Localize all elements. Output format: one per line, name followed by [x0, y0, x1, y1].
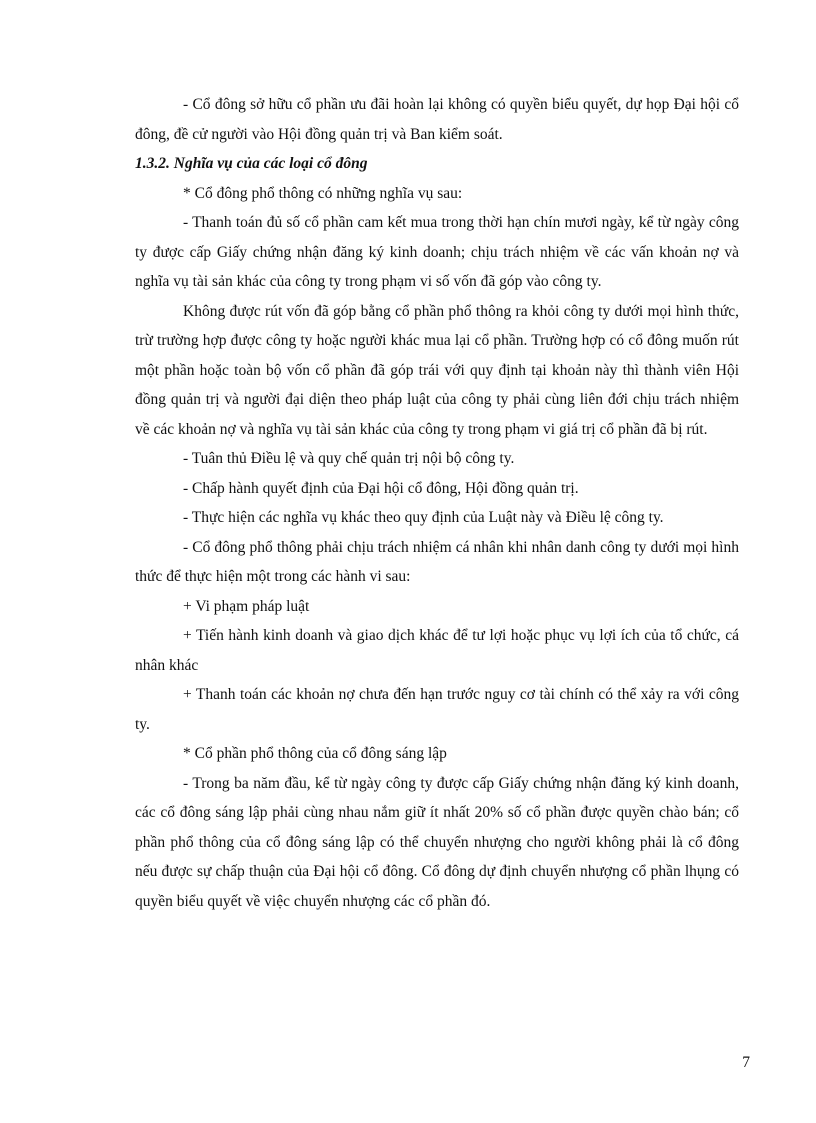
list-item-premature-payment: + Thanh toán các khoản nợ chưa đến hạn trước nguy cơ tài chính có thể xảy ra với công ty. — [135, 686, 739, 733]
paragraph-no-withdrawal: Không được rút vốn đã góp bằng cổ phần phổ thông ra khỏi công ty dưới mọi hình thức, trừ trường hợp được công ty hoặc người khác mua lại cổ phần. Trường hợp có cổ đông muốn rút một phần hoặc toàn bộ vốn cổ phần đã góp trái với quy định tại khoản này thì thành viên Hội đồng quản trị và người đại diện theo pháp luật của công ty phải cùng liên đới chịu trách nhiệm về các khoản nợ và nghĩa vụ tài sản khác của công ty trong phạm vi giá trị cổ phần đã bị rút. — [135, 302, 739, 438]
paragraph-preferred-shares: - Cổ đông sở hữu cổ phần ưu đãi hoàn lại không có quyền biểu quyết, dự họp Đại hội cổ đông, đề cử người vào Hội đồng quản trị và Ban kiểm soát. — [135, 96, 739, 143]
paragraph-obligations-intro: * Cổ đông phổ thông có những nghĩa vụ sau: — [183, 184, 463, 202]
paragraph-other-obligations: - Thực hiện các nghĩa vụ khác theo quy định của Luật này và Điều lệ công ty. — [183, 509, 664, 526]
list-item-self-interest: + Tiến hành kinh doanh và giao dịch khác để tư lợi hoặc phục vụ lợi ích của tổ chức, cá nhân khác — [135, 627, 739, 674]
paragraph-execute-decisions: - Chấp hành quyết định của Đại hội cổ đông, Hội đồng quản trị. — [183, 479, 579, 497]
body-text — [135, 90, 739, 916]
paragraph-comply-charter: - Tuân thủ Điều lệ và quy chế quản trị nội bộ công ty. — [183, 450, 515, 467]
page-number: 7 — [742, 1054, 750, 1071]
section-heading: 1.3.2. Nghĩa vụ của các loại cổ đông — [135, 155, 368, 172]
paragraph-founder-shares-heading: * Cổ phần phổ thông của cổ đông sáng lập — [183, 745, 447, 762]
list-item-violate-law: + Vi phạm pháp luật — [183, 597, 310, 615]
paragraph-payment: - Thanh toán đủ số cổ phần cam kết mua trong thời hạn chín mươi ngày, kể từ ngày công ty được cấp Giấy chứng nhận đăng ký kinh doanh; chịu trách nhiệm về các vấn khoản nợ và nghĩa vụ tài sản khác của công ty trong phạm vi số vốn đã góp vào công ty. — [135, 214, 739, 290]
paragraph-founder-shares: - Trong ba năm đầu, kể từ ngày công ty được cấp Giấy chứng nhận đăng ký kinh doanh, các cổ đông sáng lập phải cùng nhau nắm giữ ít nhất 20% số cổ phần được quyền chào bán; cổ phần phổ thông của cổ đông sáng lập có thể chuyển nhượng cho người không phải là cổ đông nếu được sự chấp thuận của Đại hội cổ đông. Cổ đông dự định chuyển nhượng cổ phần lhụng có quyền biểu quyết về việc chuyển nhượng các cổ phần đó. — [135, 774, 739, 910]
paragraph-personal-liability: - Cổ đông phổ thông phải chịu trách nhiệm cá nhân khi nhân danh công ty dưới mọi hình thức để thực hiện một trong các hành vi sau: — [135, 538, 739, 585]
